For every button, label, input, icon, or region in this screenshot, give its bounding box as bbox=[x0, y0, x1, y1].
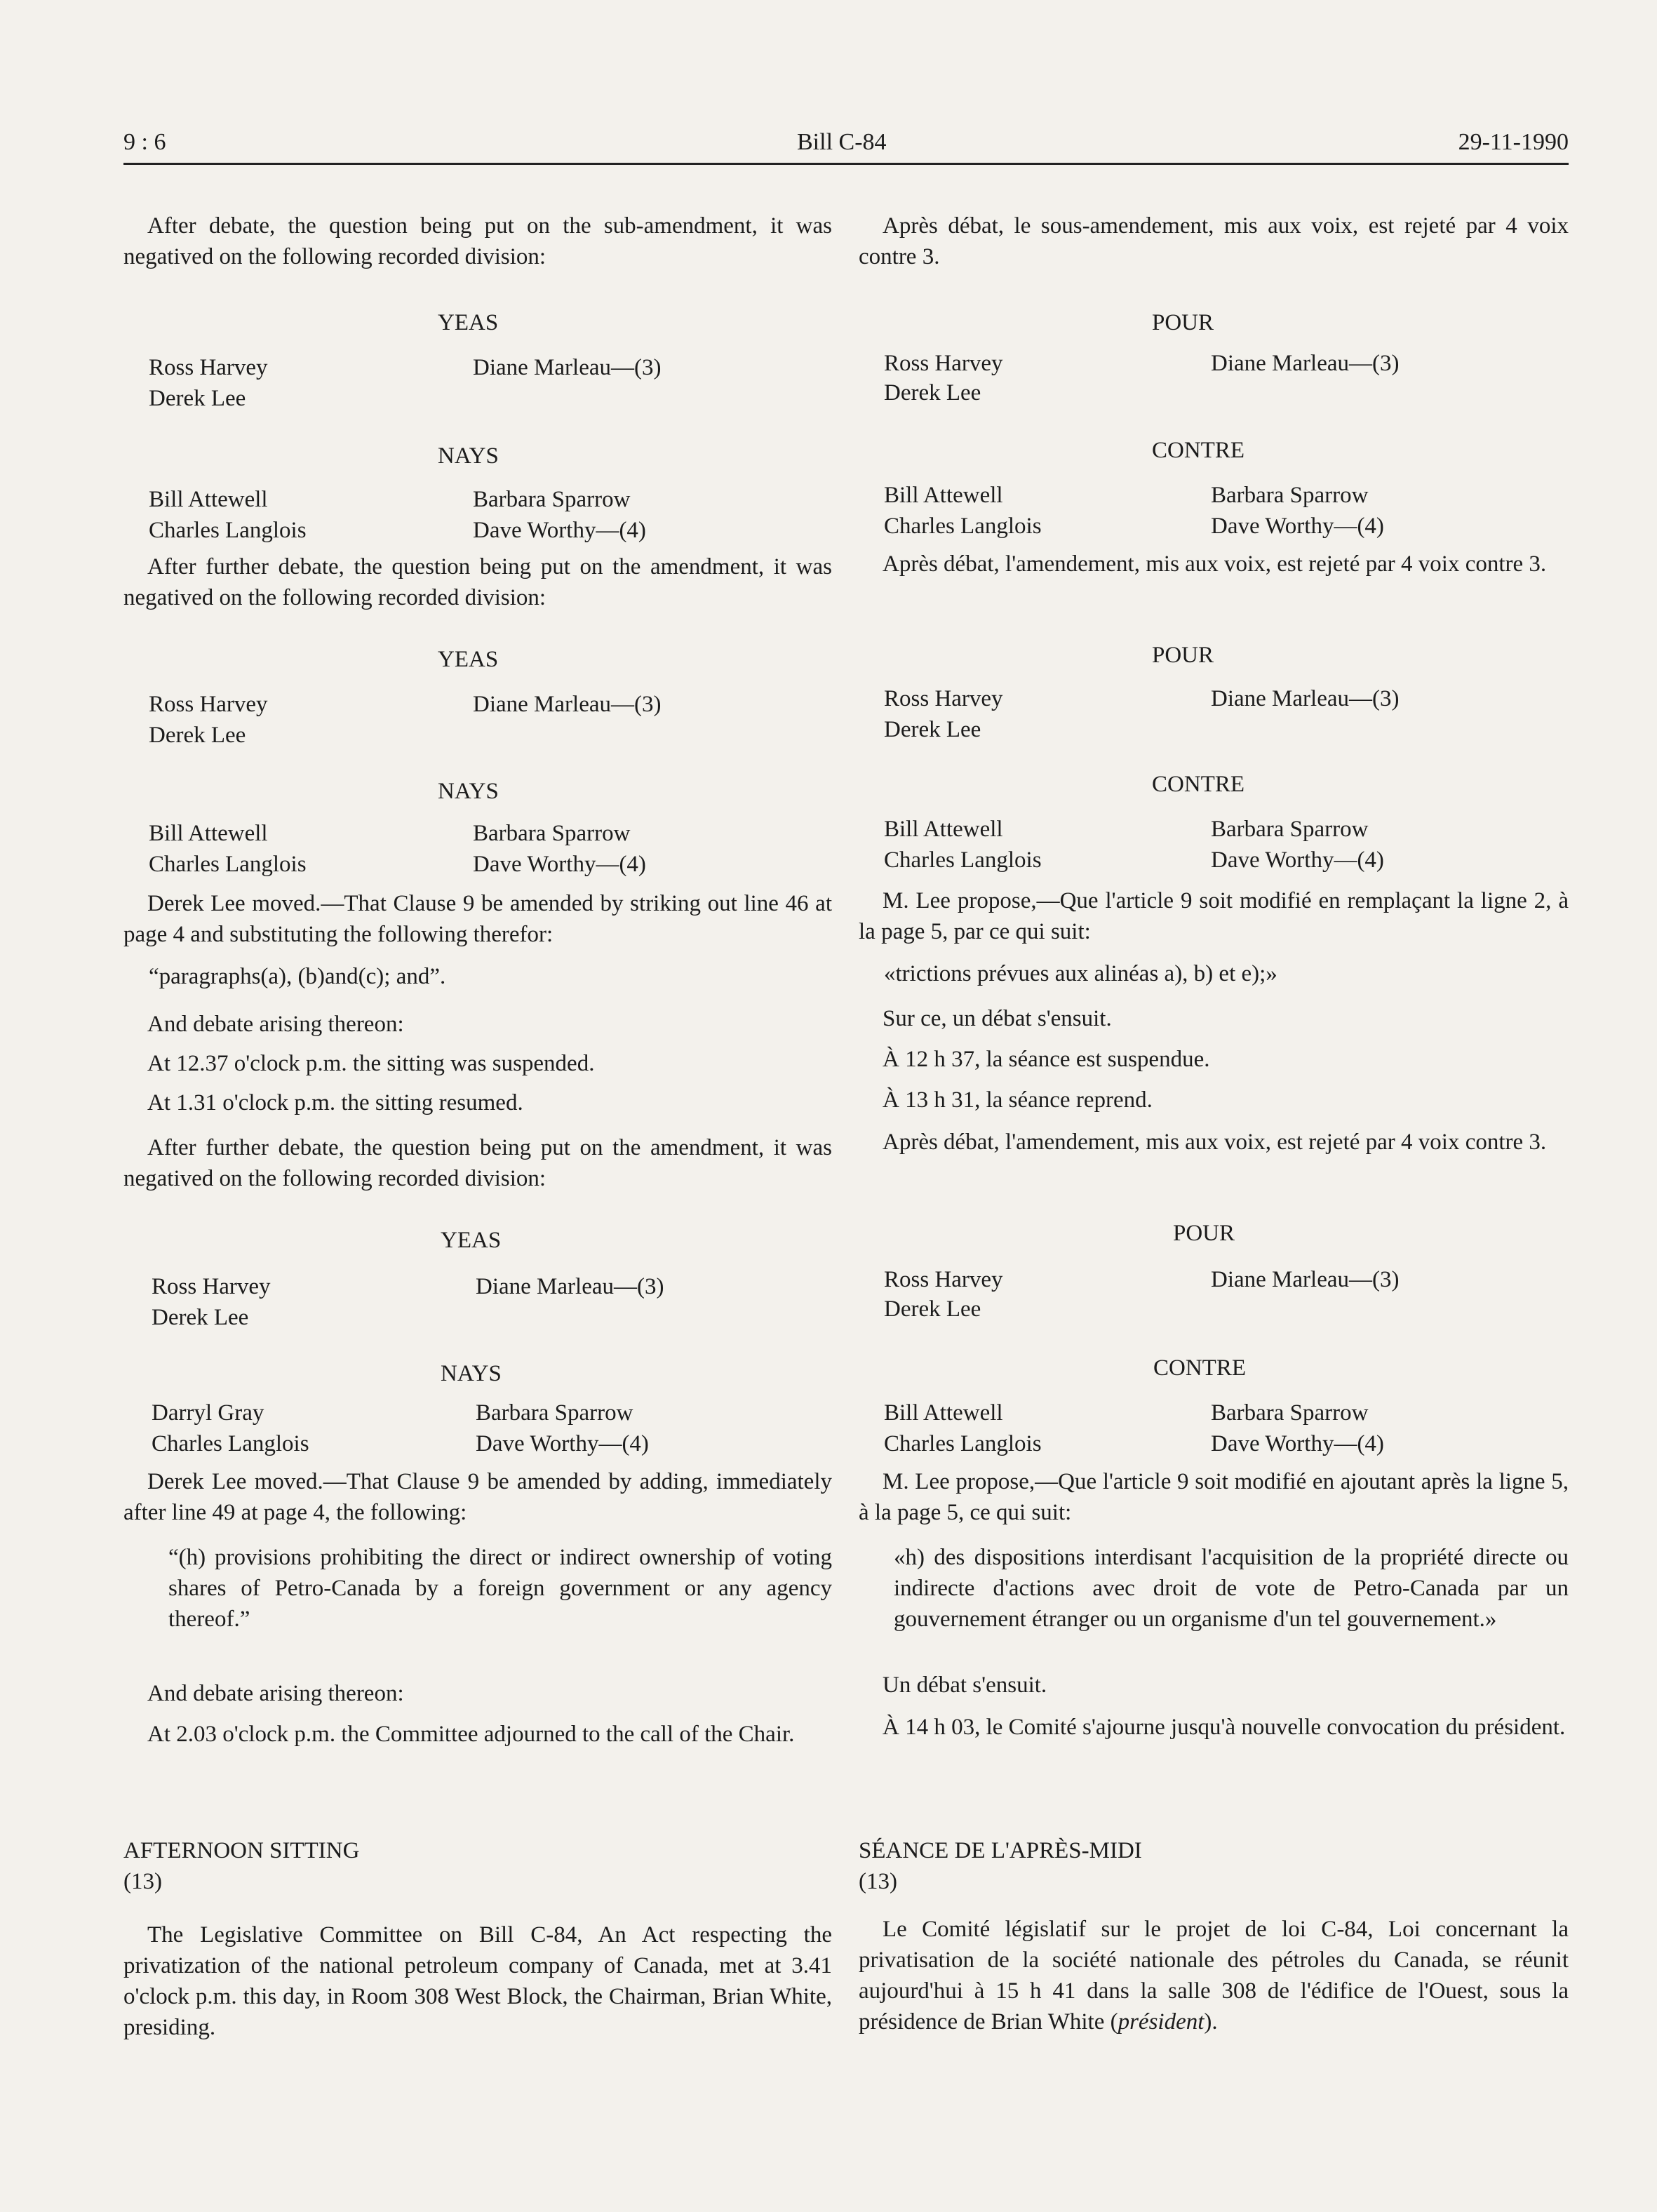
fr-voter: Diane Marleau—(3) bbox=[1211, 686, 1400, 711]
fr-paragraph-4: Sur ce, un débat s'ensuit. bbox=[883, 1006, 1112, 1031]
fr-section-title: SÉANCE DE L'APRÈS-MIDI bbox=[859, 1838, 1142, 1863]
fr-paragraph-10: À 14 h 03, le Comité s'ajourne jusqu'à nouvelle convocation du président. bbox=[883, 1715, 1566, 1740]
fr-yeas-heading-1: POUR bbox=[1152, 310, 1214, 335]
en-nays-heading-3: NAYS bbox=[441, 1361, 502, 1386]
fr-voter: Ross Harvey bbox=[884, 686, 1003, 711]
en-voter: Ross Harvey bbox=[149, 692, 268, 717]
en-paragraph-5: At 12.37 o'clock p.m. the sitting was suspended. bbox=[147, 1051, 595, 1076]
en-voter: Charles Langlois bbox=[152, 1431, 309, 1456]
en-yeas-heading-3: YEAS bbox=[441, 1228, 502, 1253]
bill-title: Bill C-84 bbox=[797, 129, 887, 155]
fr-voter: Diane Marleau—(3) bbox=[1211, 1267, 1400, 1292]
fr-voter: Bill Attewell bbox=[884, 817, 1003, 842]
fr-voter: Barbara Sparrow bbox=[1211, 817, 1369, 842]
page-date: 29-11-1990 bbox=[1458, 129, 1569, 155]
fr-voter: Ross Harvey bbox=[884, 351, 1003, 376]
fr-section-heading bbox=[859, 1835, 1142, 1897]
en-voter: Ross Harvey bbox=[152, 1274, 271, 1299]
en-paragraph-8: Derek Lee moved.—That Clause 9 be amended by adding, immediately after line 49 at page 4, the following: bbox=[123, 1469, 832, 1525]
en-voter: Bill Attewell bbox=[149, 487, 268, 512]
fr-voter: Bill Attewell bbox=[884, 1400, 1003, 1426]
en-voter: Dave Worthy—(4) bbox=[473, 852, 646, 877]
fr-paragraph-3: M. Lee propose,—Que l'article 9 soit modifié en remplaçant la ligne 2, à la page 5, par ce qui suit: bbox=[859, 888, 1569, 944]
fr-voter: Dave Worthy—(4) bbox=[1211, 514, 1384, 539]
en-voter: Diane Marleau—(3) bbox=[476, 1274, 664, 1299]
fr-voter: Charles Langlois bbox=[884, 847, 1042, 873]
en-paragraph-6: At 1.31 o'clock p.m. the sitting resumed. bbox=[147, 1090, 523, 1115]
fr-paragraph-1: Après débat, le sous-amendement, mis aux voix, est rejeté par 4 voix contre 3. bbox=[859, 213, 1569, 269]
fr-nays-heading-2: CONTRE bbox=[1152, 772, 1245, 797]
en-section-number: (13) bbox=[123, 1869, 162, 1894]
fr-paragraph-6: À 13 h 31, la séance reprend. bbox=[883, 1087, 1153, 1113]
fr-voter: Barbara Sparrow bbox=[1211, 483, 1369, 508]
en-nays-heading-1: NAYS bbox=[438, 443, 499, 469]
en-paragraph-4: And debate arising thereon: bbox=[147, 1012, 404, 1037]
fr-nays-heading-3: CONTRE bbox=[1153, 1355, 1246, 1381]
fr-voter: Derek Lee bbox=[884, 717, 981, 742]
en-voter: Derek Lee bbox=[149, 386, 246, 411]
en-voter: Dave Worthy—(4) bbox=[473, 518, 646, 543]
fr-paragraph-11-italic: président bbox=[1118, 2009, 1205, 2035]
en-paragraph-3: Derek Lee moved.—That Clause 9 be amended by striking out line 46 at page 4 and substituting the following therefor: bbox=[123, 891, 832, 947]
fr-voter: Ross Harvey bbox=[884, 1267, 1003, 1292]
en-section-title: AFTERNOON SITTING bbox=[123, 1838, 360, 1863]
fr-paragraph-2: Après débat, l'amendement, mis aux voix, est rejeté par 4 voix contre 3. bbox=[883, 551, 1547, 577]
en-paragraph-10: At 2.03 o'clock p.m. the Committee adjourned to the call of the Chair. bbox=[147, 1722, 795, 1747]
en-voter: Diane Marleau—(3) bbox=[473, 355, 662, 380]
fr-yeas-heading-3: POUR bbox=[1173, 1221, 1235, 1246]
fr-paragraph-11 bbox=[859, 1914, 1569, 2037]
en-voter: Barbara Sparrow bbox=[473, 821, 631, 846]
en-paragraph-2: After further debate, the question being put on the amendment, it was negatived on the following recorded division: bbox=[123, 554, 832, 610]
fr-yeas-heading-2: POUR bbox=[1152, 643, 1214, 668]
en-paragraph-11: The Legislative Committee on Bill C-84, An Act respecting the privatization of the national petroleum company of Canada, met at 3.41 o'clock p.m. this day, in Room 308 West Block, the Chairman, Brian White, presiding. bbox=[123, 1922, 832, 2040]
fr-paragraph-11-end: ). bbox=[1204, 2009, 1218, 2035]
en-paragraph-9: And debate arising thereon: bbox=[147, 1681, 404, 1706]
fr-voter: Barbara Sparrow bbox=[1211, 1400, 1369, 1426]
en-voter: Barbara Sparrow bbox=[473, 487, 631, 512]
en-voter: Derek Lee bbox=[149, 723, 246, 748]
en-yeas-heading-2: YEAS bbox=[438, 647, 499, 672]
fr-voter: Charles Langlois bbox=[884, 1431, 1042, 1456]
fr-voter: Diane Marleau—(3) bbox=[1211, 351, 1400, 376]
en-voter: Charles Langlois bbox=[149, 518, 307, 543]
en-voter: Ross Harvey bbox=[149, 355, 268, 380]
en-voter: Derek Lee bbox=[152, 1305, 249, 1330]
page-header bbox=[123, 126, 1569, 165]
en-paragraph-7: After further debate, the question being put on the amendment, it was negatived on the following recorded division: bbox=[123, 1135, 832, 1191]
en-nays-heading-2: NAYS bbox=[438, 779, 499, 804]
en-voter: Dave Worthy—(4) bbox=[476, 1431, 649, 1456]
fr-voter: Derek Lee bbox=[884, 1296, 981, 1322]
fr-voter: Dave Worthy—(4) bbox=[1211, 847, 1384, 873]
fr-paragraph-8: M. Lee propose,—Que l'article 9 soit modifié en ajoutant après la ligne 5, à la page 5, ce qui suit: bbox=[859, 1469, 1569, 1525]
fr-paragraph-5: À 12 h 37, la séance est suspendue. bbox=[883, 1047, 1210, 1072]
en-quote-2: “(h) provisions prohibiting the direct or indirect ownership of voting shares of Petro-Canada by a foreign government or any agency thereof.” bbox=[168, 1545, 832, 1632]
fr-paragraph-11-main: Le Comité législatif sur le projet de loi C-84, Loi concernant la privatisation de la société nationale des pétroles du Canada, se réunit aujourd'hui à 15 h 41 dans la salle 308 de l'édifice de l'Ouest, sous la présidence de Brian White ( bbox=[859, 1917, 1569, 2035]
fr-nays-heading-1: CONTRE bbox=[1152, 438, 1245, 463]
en-voter: Diane Marleau—(3) bbox=[473, 692, 662, 717]
en-voter: Charles Langlois bbox=[149, 852, 307, 877]
en-paragraph-1: After debate, the question being put on the sub-amendment, it was negatived on the following recorded division: bbox=[123, 213, 832, 269]
en-voter: Barbara Sparrow bbox=[476, 1400, 633, 1426]
fr-quote-1: «trictions prévues aux alinéas a), b) et e);» bbox=[884, 961, 1277, 986]
fr-paragraph-7: Après débat, l'amendement, mis aux voix, est rejeté par 4 voix contre 3. bbox=[883, 1130, 1547, 1155]
en-section-heading bbox=[123, 1835, 359, 1897]
fr-paragraph-9: Un débat s'ensuit. bbox=[883, 1673, 1047, 1698]
en-quote-1: “paragraphs(a), (b)and(c); and”. bbox=[149, 964, 446, 989]
fr-quote-2: «h) des dispositions interdisant l'acquisition de la propriété directe ou indirecte d'actions avec droit de vote de Petro-Canada par un gouvernement étranger ou un organisme d'un tel gouvernement.» bbox=[894, 1545, 1569, 1632]
fr-voter: Dave Worthy—(4) bbox=[1211, 1431, 1384, 1456]
fr-section-number: (13) bbox=[859, 1869, 897, 1894]
page-number: 9 : 6 bbox=[123, 129, 166, 155]
en-voter: Darryl Gray bbox=[152, 1400, 264, 1426]
fr-voter: Derek Lee bbox=[884, 380, 981, 405]
fr-voter: Charles Langlois bbox=[884, 514, 1042, 539]
en-voter: Bill Attewell bbox=[149, 821, 268, 846]
fr-voter: Bill Attewell bbox=[884, 483, 1003, 508]
en-yeas-heading-1: YEAS bbox=[438, 310, 499, 335]
